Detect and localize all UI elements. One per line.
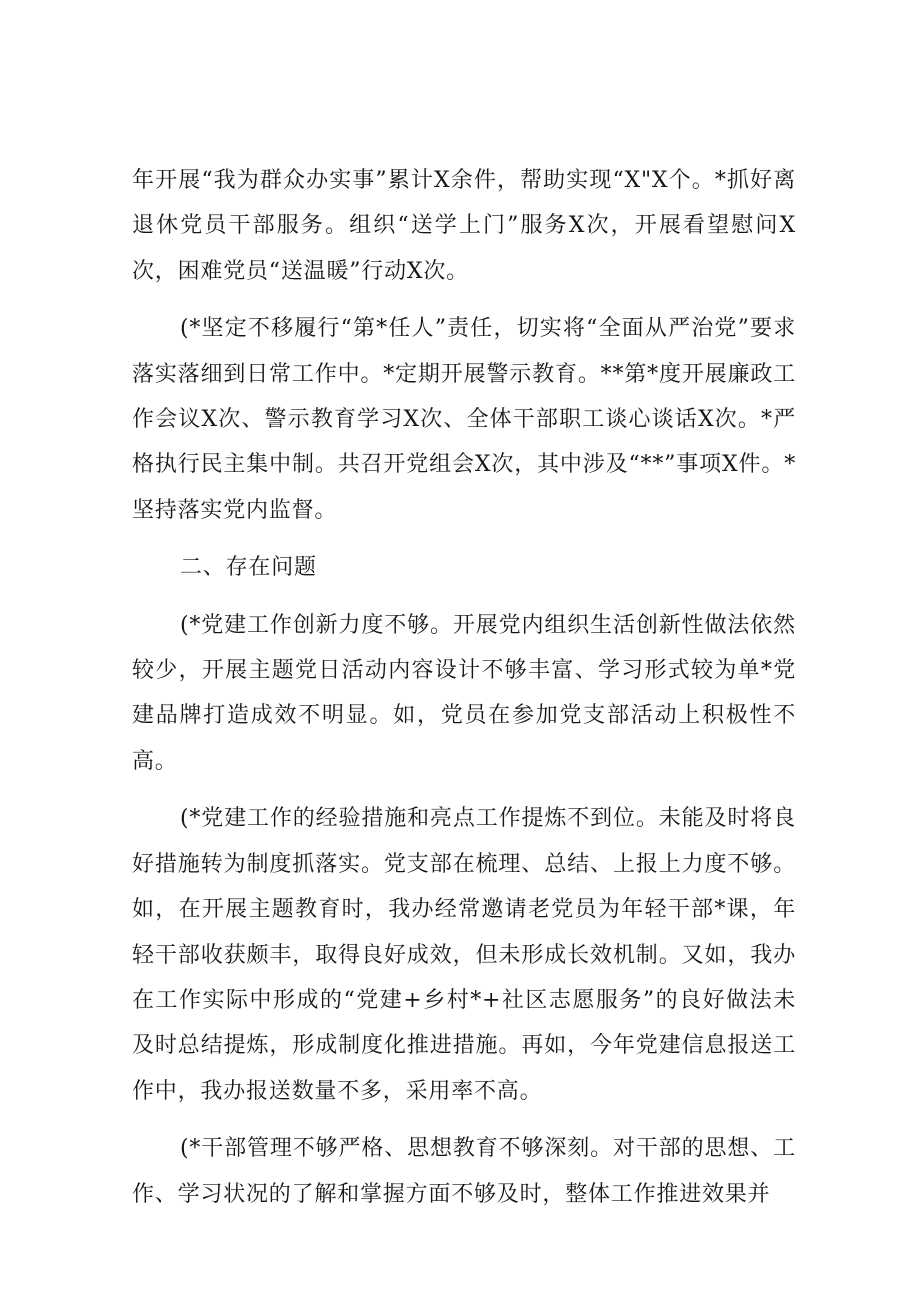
paragraph-problem-management: (*干部管理不够严格、思想教育不够深刻。对干部的思想、工作、学习状况的了解和掌握方面不够及时，整体工作推进效果并 bbox=[132, 1136, 796, 1207]
section-heading-problems: 二、存在问题 bbox=[180, 555, 317, 581]
paragraph-problem-experience: (*党建工作的经验措施和亮点工作提炼不到位。未能及时将良好措施转为制度抓落实。党支部在梳理、总结、上报上力度不够。如，在开展主题教育时，我办经常邀请老党员为年轻干部*课，年轻干部收获颇丰，取得良好成效，但未形成长效机制。又如，我办在工作实际中形成的“党建+乡村*+社区志愿服务”的良好做法未及时总结提炼，形成制度化推进措施。再如，今年党建信息报送工作中，我办报送数量不多，采用率不高。 bbox=[132, 806, 796, 1104]
paragraph-problem-innovation: (*党建工作创新力度不够。开展党内组织生活创新性做法依然较少，开展主题党日活动内容设计不够丰富、学习形式较为单*党建品牌打造成效不明显。如，党员在参加党支部活动上积极性不高。 bbox=[132, 612, 796, 774]
paragraph-service-summary: 年开展“我为群众办实事”累计X余件，帮助实现“X"X个。*抓好离退休党员干部服务。组织“送学上门”服务X次，开展看望慰问X次，困难党员“送温暖”行动X次。 bbox=[132, 168, 796, 284]
document-body bbox=[132, 158, 796, 1217]
paragraph-party-responsibility: (*坚定不移履行“第*任人”责任，切实将“全面从严治党”要求落实落细到日常工作中。*定期开展警示教育。**第*度开展廉政工作会议X次、警示教育学习X次、全体干部职工谈心谈话X次。*严格执行民主集中制。共召开党组会X次，其中涉及“**”事项X件。*坚持落实党内监督。 bbox=[132, 316, 796, 523]
